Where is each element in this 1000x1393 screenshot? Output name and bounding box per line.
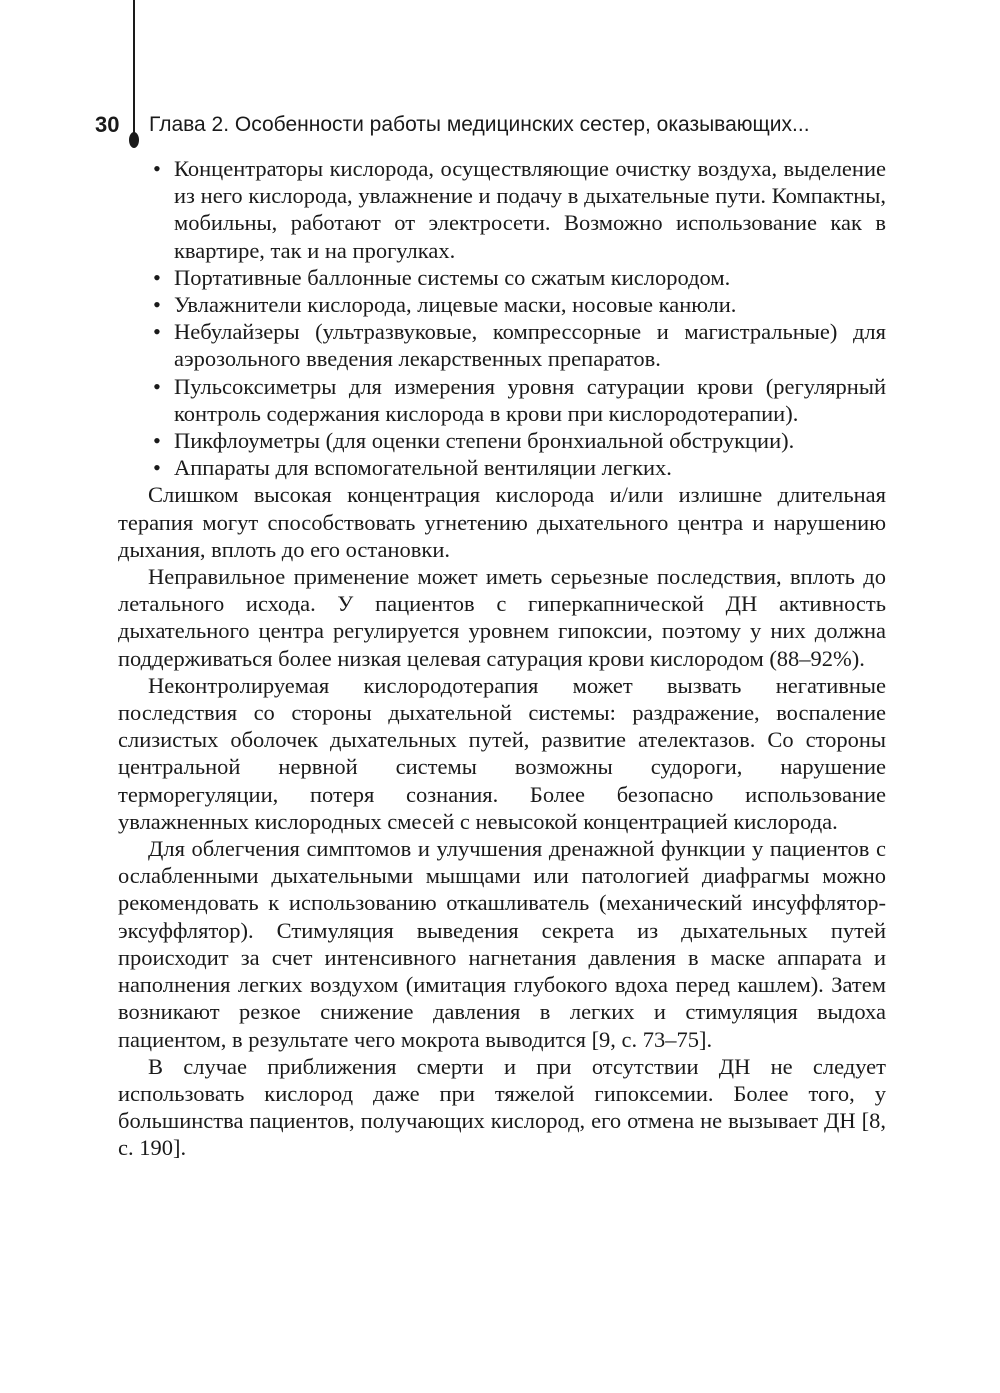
running-header [95,110,895,140]
bullet-marker: • [153,319,161,345]
paragraph: Неконтролируемая кислородотерапия может вызвать негативные последствия со стороны дыхательной системы: раздражение, воспаление слизистых оболочек дыхательных путей, развитие ателектазов. Со стороны центральной нервной системы возможны судороги, нарушение терморегуляции, потеря сознания. Более безопасно использование увлажненных кислородных смесей с невысокой концентрацией кислорода. [118,672,886,834]
equipment-list [118,155,886,481]
list-item-text: Концентраторы кислорода, осуществляющие очистку воздуха, выделение из него кислорода, увлажнение и подачу в дыхательные пути. Компактны, мобильны, работают от электросети. Возможно использование как в квартире, так и на прогулках. [174,156,886,263]
bullet-marker: • [153,292,161,318]
page-body [118,155,886,1162]
paragraph: В случае приближения смерти и при отсутствии ДН не следует использовать кислород даже при тяжелой гипоксемии. Более того, у большинства пациентов, получающих кислород, его отмена не вызывает ДН [8, с. 190]. [118,1053,886,1161]
list-item [118,155,886,264]
list-item [118,373,886,427]
list-item-text: Небулайзеры (ультразвуковые, компрессорные и магистральные) для аэрозольного введения лекарственных препаратов. [174,319,886,372]
list-item-text: Увлажнители кислорода, лицевые маски, носовые канюли. [174,292,737,318]
paragraph: Слишком высокая концентрация кислорода и/или излишне длительная терапия могут способствовать угнетению дыхательного центра и нарушению дыхания, вплоть до его остановки. [118,482,886,562]
list-item-text: Портативные баллонные системы со сжатым кислородом. [174,264,731,290]
list-item [118,454,886,481]
paragraph: Для облегчения симптомов и улучшения дренажной функции у пациентов с ослабленными дыхательными мышцами или патологией диафрагмы можно рекомендовать к использованию откашливатель (механический инсуффлятор-эксуффлятор). Стимуляция выведения секрета из дыхательных путей происходит за счет интенсивного нагнетания давления в маске аппарата и наполнения легких воздухом (имитация глубокого вдоха перед кашлем). Затем возникают резкое снижение давления в легких и стимуляция выдоха пациентом, в результате чего мокрота выводится [9, с. 73–75]. [118,836,886,1052]
list-item [118,264,886,291]
page-number: 30 [95,112,120,137]
list-item-text: Пикфлоуметры (для оценки степени бронхиальной обструкции). [174,428,795,454]
bullet-marker: • [153,428,161,454]
list-item-text: Аппараты для вспомогательной вентиляции легких. [174,455,672,481]
list-item [118,318,886,372]
running-head-title: Глава 2. Особенности работы медицинских сестер, оказывающих... [149,113,810,136]
list-item [118,427,886,454]
bullet-marker: • [153,156,161,181]
list-item [118,291,886,318]
paragraph: Неправильное применение может иметь серьезные последствия, вплоть до летального исхода. У пациентов с гиперкапнической ДН активность дыхательного центра регулируется уровнем гипоксии, поэтому у них должна поддерживаться более низкая целевая сатурация крови кислородом (88–92%). [118,564,886,671]
bullet-marker: • [153,373,161,399]
list-item-text: Пульсоксиметры для измерения уровня сатурации крови (регулярный контроль содержания кислорода в крови при кислородотерапии). [174,373,886,426]
bullet-marker: • [153,455,161,481]
bullet-marker: • [153,264,161,290]
